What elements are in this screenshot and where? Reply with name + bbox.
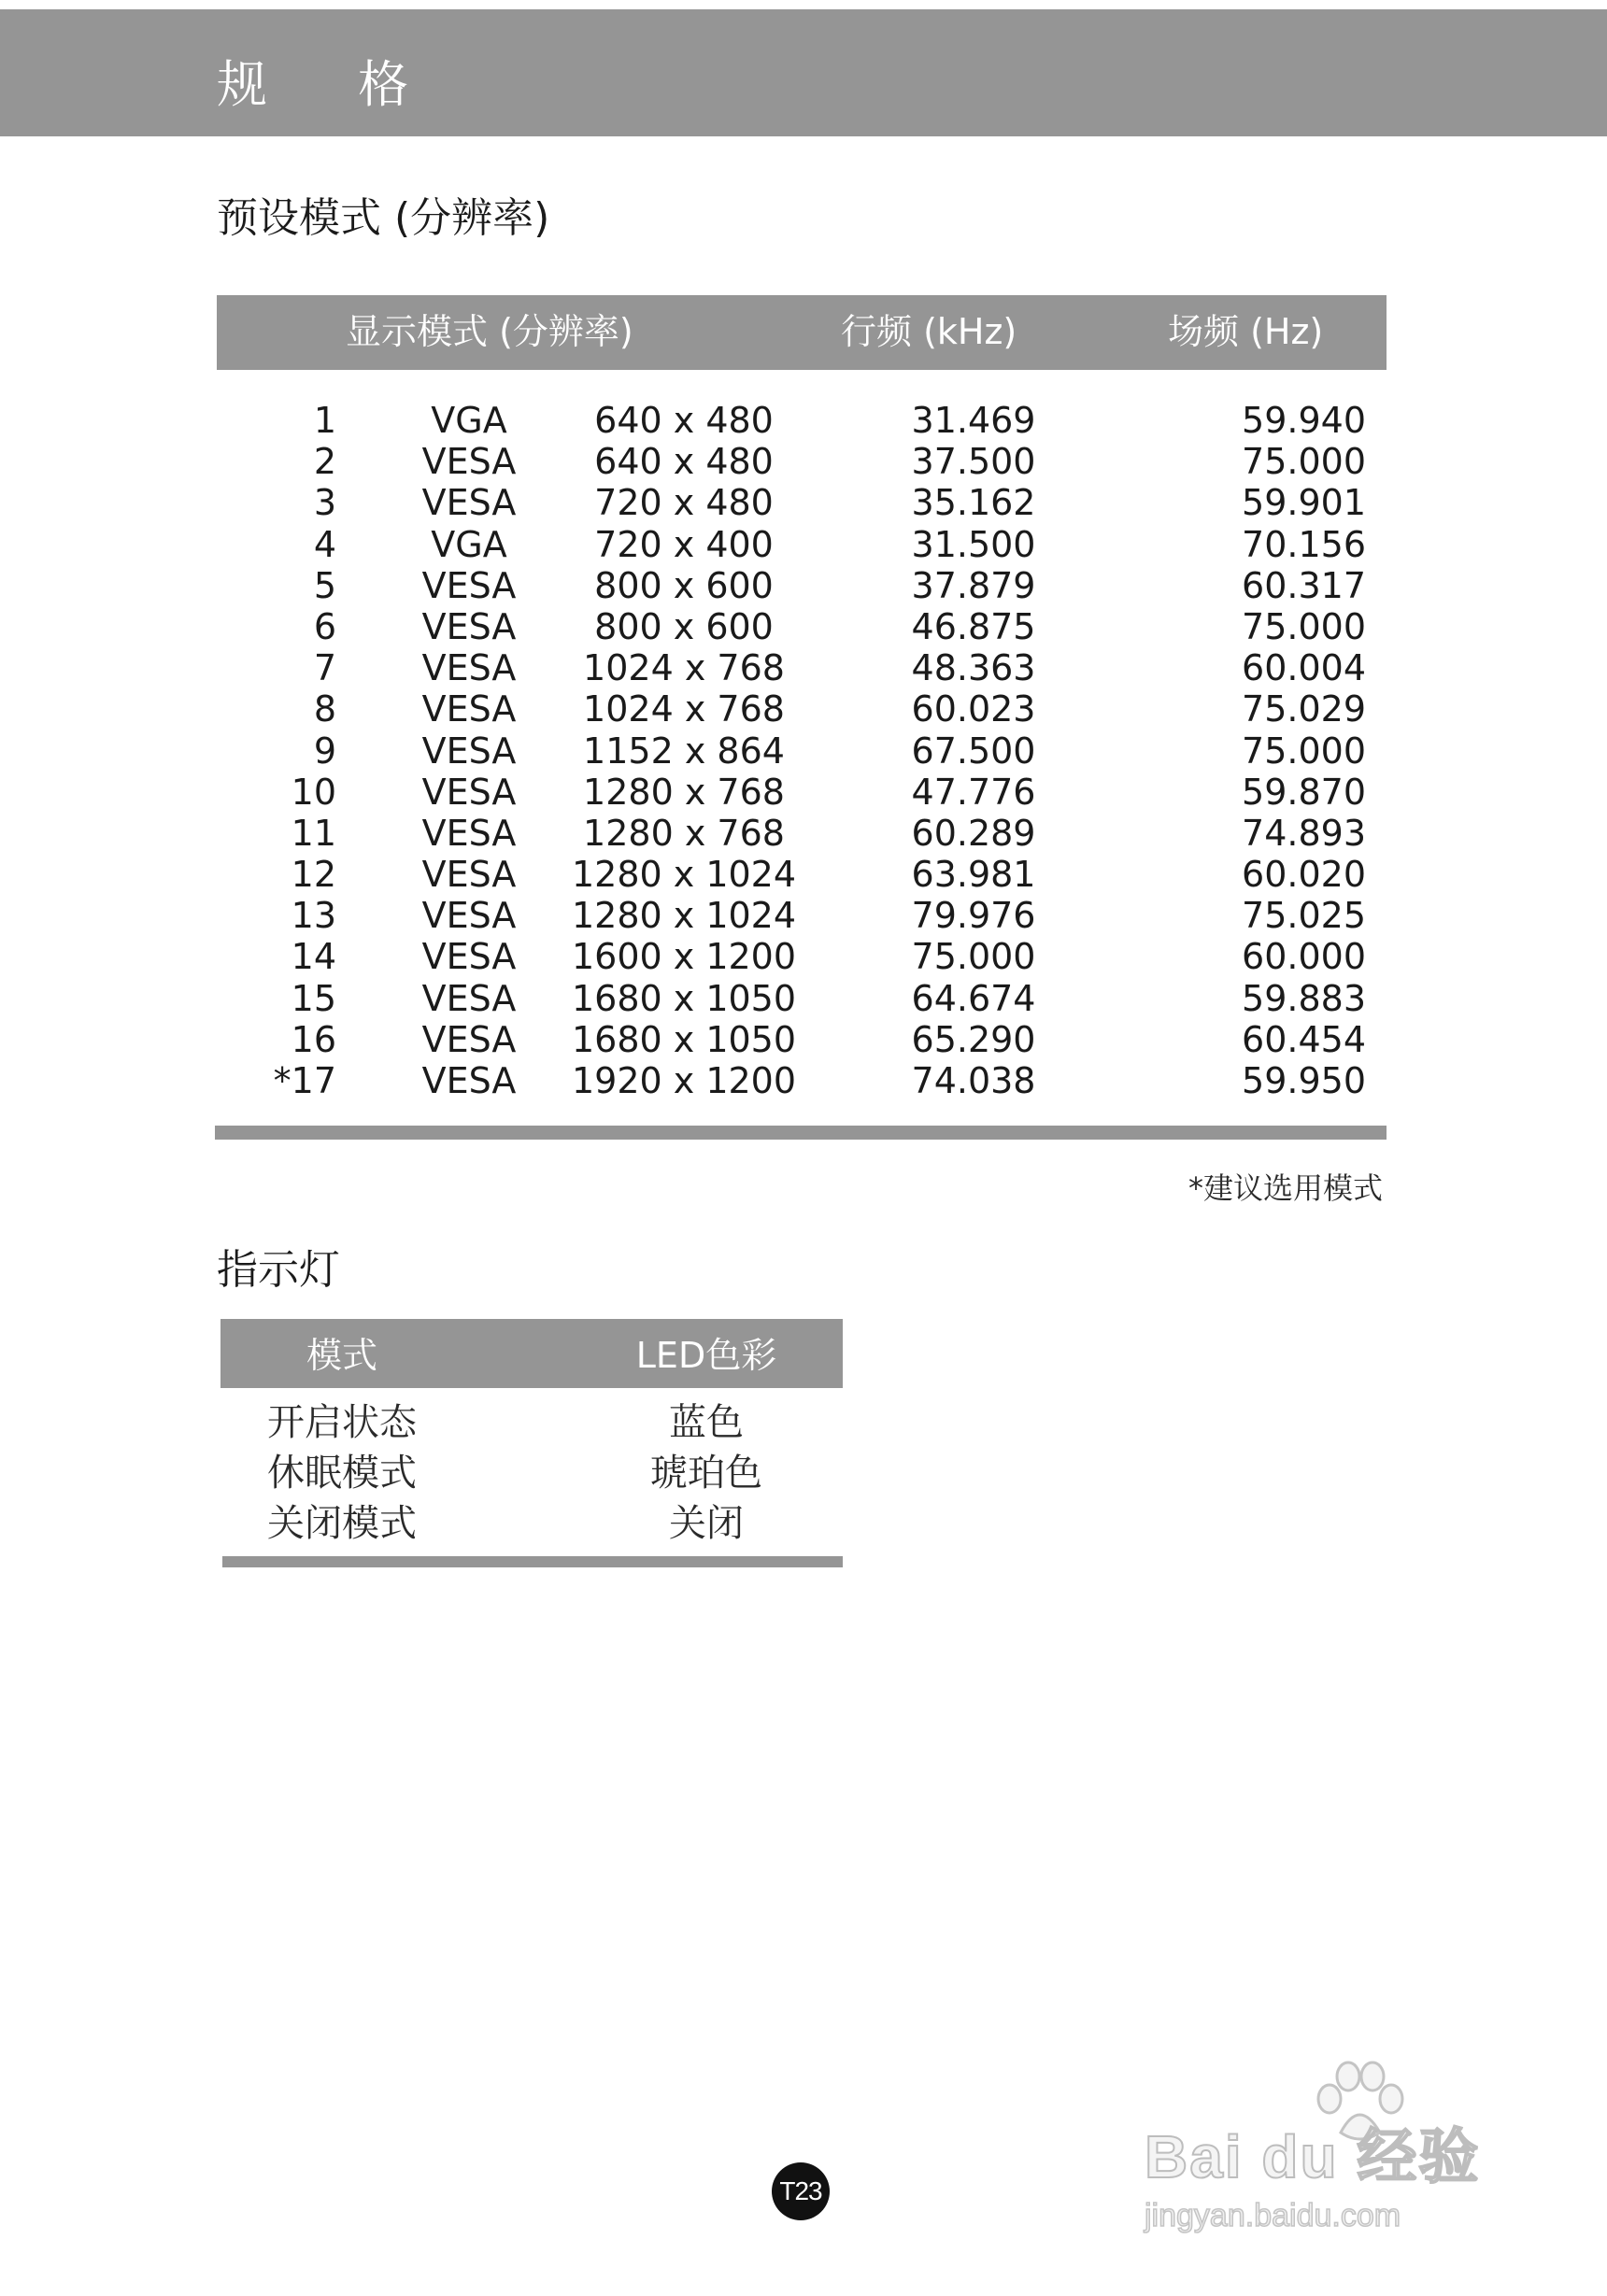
horizontal-frequency: 63.981 — [911, 854, 1036, 896]
table-row — [220, 1448, 843, 1498]
horizontal-frequency: 67.500 — [911, 730, 1036, 772]
table-row — [220, 1498, 843, 1549]
mode-resolution: 1024 x 768 — [583, 688, 785, 730]
mode-number: 7 — [313, 647, 336, 689]
table-row — [217, 813, 1387, 854]
vertical-frequency: 59.950 — [1242, 1060, 1366, 1101]
table-row — [217, 854, 1387, 895]
mode-resolution: 800 x 600 — [594, 564, 774, 606]
column-header-led-color: LED色彩 — [635, 1335, 777, 1376]
indicator-table-header — [220, 1319, 843, 1388]
mode-resolution: 640 x 480 — [594, 441, 774, 483]
preset-table-body — [217, 400, 1387, 1101]
mode-number: 12 — [291, 854, 336, 896]
table-row — [217, 895, 1387, 936]
mode-number: 11 — [291, 812, 336, 854]
mode-number: 9 — [313, 730, 336, 772]
table-row — [217, 772, 1387, 813]
mode-resolution: 1024 x 768 — [583, 647, 785, 689]
mode-standard: VESA — [421, 812, 517, 854]
mode-resolution: 800 x 600 — [594, 605, 774, 647]
mode-standard: VESA — [421, 441, 517, 483]
mode-standard: VESA — [421, 482, 517, 524]
mode-number: 3 — [313, 482, 336, 524]
mode-number: 1 — [313, 400, 336, 441]
mode-standard: VGA — [431, 523, 507, 565]
mode-resolution: 1680 x 1050 — [571, 977, 797, 1019]
table-row — [217, 606, 1387, 647]
indicator-mode: 开启状态 — [267, 1401, 417, 1444]
preset-modes-heading: 预设模式 (分辨率) — [217, 194, 550, 242]
vertical-frequency: 59.901 — [1242, 482, 1366, 524]
indicator-mode: 关闭模式 — [267, 1502, 417, 1545]
table-row — [217, 565, 1387, 606]
vertical-frequency: 70.156 — [1242, 523, 1366, 565]
led-color: 琥珀色 — [650, 1452, 762, 1495]
horizontal-frequency: 31.469 — [911, 400, 1036, 441]
mode-resolution: 1280 x 1024 — [571, 854, 797, 896]
mode-resolution: 640 x 480 — [594, 400, 774, 441]
baidu-jingyan-watermark — [1145, 2060, 1537, 2246]
column-header-h-freq: 行频 (kHz) — [841, 311, 1017, 352]
mode-standard: VESA — [421, 564, 517, 606]
mode-standard: VESA — [421, 854, 517, 896]
horizontal-frequency: 65.290 — [911, 1018, 1036, 1060]
mode-resolution: 720 x 480 — [594, 482, 774, 524]
mode-number: 5 — [313, 564, 336, 606]
preset-table-header — [217, 295, 1387, 370]
vertical-frequency: 75.000 — [1242, 605, 1366, 647]
mode-number: 13 — [291, 895, 336, 937]
vertical-frequency: 75.000 — [1242, 730, 1366, 772]
mode-resolution: 1680 x 1050 — [571, 1018, 797, 1060]
mode-number: 15 — [291, 977, 336, 1019]
horizontal-frequency: 47.776 — [911, 771, 1036, 813]
table-row — [217, 936, 1387, 977]
mode-resolution: 1920 x 1200 — [571, 1060, 797, 1101]
mode-standard: VESA — [421, 895, 517, 937]
horizontal-frequency: 37.879 — [911, 564, 1036, 606]
preset-table-bottom-rule — [215, 1126, 1387, 1140]
mode-number: 4 — [313, 523, 336, 565]
horizontal-frequency: 64.674 — [911, 977, 1036, 1019]
watermark-brand: Bai du 经验 — [1145, 2123, 1481, 2190]
mode-standard: VESA — [421, 1018, 517, 1060]
vertical-frequency: 59.940 — [1242, 400, 1366, 441]
mode-resolution: 1280 x 1024 — [571, 895, 797, 937]
mode-standard: VESA — [421, 688, 517, 730]
table-row — [217, 688, 1387, 730]
table-row — [217, 524, 1387, 565]
mode-resolution: 720 x 400 — [594, 523, 774, 565]
horizontal-frequency: 60.023 — [911, 688, 1036, 730]
table-row — [217, 400, 1387, 441]
horizontal-frequency: 60.289 — [911, 812, 1036, 854]
horizontal-frequency: 75.000 — [911, 936, 1036, 978]
table-row — [217, 1019, 1387, 1060]
mode-number: 8 — [313, 688, 336, 730]
mode-standard: VESA — [421, 771, 517, 813]
vertical-frequency: 59.883 — [1242, 977, 1366, 1019]
column-header-indicator-mode: 模式 — [306, 1335, 377, 1376]
mode-number: 16 — [291, 1018, 336, 1060]
indicator-table-bottom-rule — [222, 1556, 843, 1567]
mode-standard: VESA — [421, 730, 517, 772]
indicator-table-body — [220, 1397, 843, 1549]
table-row — [217, 730, 1387, 772]
horizontal-frequency: 35.162 — [911, 482, 1036, 524]
table-row — [217, 978, 1387, 1019]
vertical-frequency: 60.020 — [1242, 854, 1366, 896]
vertical-frequency: 60.004 — [1242, 647, 1366, 689]
table-row — [217, 647, 1387, 688]
horizontal-frequency: 79.976 — [911, 895, 1036, 937]
vertical-frequency: 75.025 — [1242, 895, 1366, 937]
vertical-frequency: 74.893 — [1242, 812, 1366, 854]
led-color: 关闭 — [669, 1502, 744, 1545]
vertical-frequency: 60.317 — [1242, 564, 1366, 606]
column-header-v-freq: 场频 (Hz) — [1168, 311, 1324, 352]
led-color: 蓝色 — [669, 1401, 744, 1444]
mode-resolution: 1152 x 864 — [583, 730, 785, 772]
horizontal-frequency: 31.500 — [911, 523, 1036, 565]
vertical-frequency: 75.000 — [1242, 441, 1366, 483]
horizontal-frequency: 37.500 — [911, 441, 1036, 483]
mode-number: 2 — [313, 441, 336, 483]
mode-standard: VESA — [421, 1060, 517, 1101]
table-row — [217, 482, 1387, 523]
mode-number: *17 — [273, 1060, 336, 1101]
mode-number: 14 — [291, 936, 336, 978]
table-row — [220, 1397, 843, 1448]
vertical-frequency: 60.000 — [1242, 936, 1366, 978]
horizontal-frequency: 46.875 — [911, 605, 1036, 647]
mode-standard: VGA — [431, 400, 507, 441]
horizontal-frequency: 48.363 — [911, 647, 1036, 689]
table-row — [217, 441, 1387, 482]
column-header-mode: 显示模式 (分辨率) — [346, 311, 633, 352]
mode-standard: VESA — [421, 977, 517, 1019]
mode-resolution: 1600 x 1200 — [571, 936, 797, 978]
vertical-frequency: 59.870 — [1242, 771, 1366, 813]
mode-resolution: 1280 x 768 — [583, 812, 785, 854]
mode-standard: VESA — [421, 936, 517, 978]
mode-number: 10 — [291, 771, 336, 813]
mode-number: 6 — [313, 605, 336, 647]
vertical-frequency: 60.454 — [1242, 1018, 1366, 1060]
watermark-url: jingyan.baidu.com — [1145, 2198, 1401, 2233]
indicator-mode: 休眠模式 — [267, 1452, 417, 1495]
table-row — [217, 1060, 1387, 1101]
page-number-badge: T23 — [772, 2162, 830, 2220]
page-title: 规 格 — [217, 55, 447, 114]
mode-resolution: 1280 x 768 — [583, 771, 785, 813]
mode-standard: VESA — [421, 647, 517, 689]
vertical-frequency: 75.029 — [1242, 688, 1366, 730]
indicator-heading: 指示灯 — [217, 1246, 340, 1294]
recommended-mode-note: *建议选用模式 — [1187, 1170, 1383, 1206]
horizontal-frequency: 74.038 — [911, 1060, 1036, 1101]
mode-standard: VESA — [421, 605, 517, 647]
